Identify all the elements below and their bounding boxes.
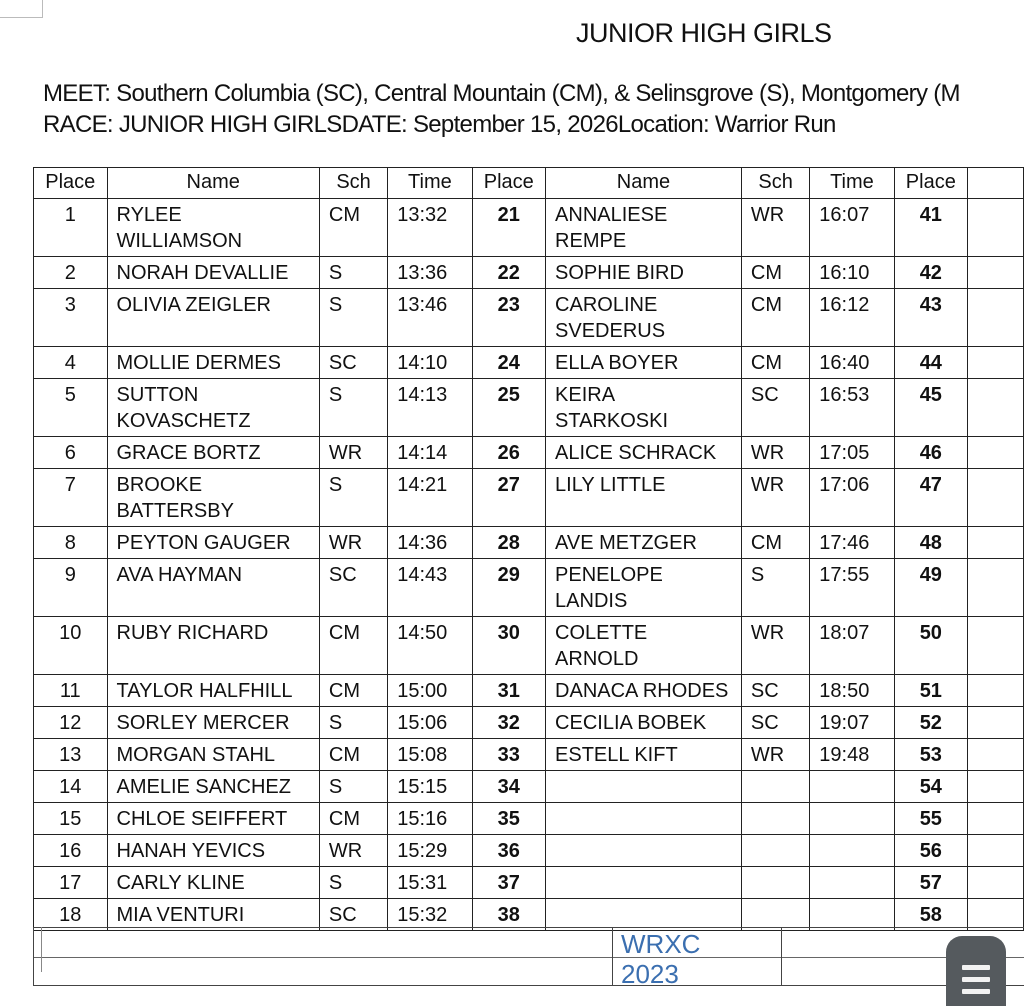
- name-cell: [107, 803, 319, 835]
- place-cell: 15: [34, 803, 108, 835]
- time-cell: 14:43: [388, 559, 472, 617]
- place-cell: 52: [894, 707, 968, 739]
- time-cell: 14:50: [388, 617, 472, 675]
- runner-name: TAYLOR HALFHILL: [116, 680, 293, 702]
- table-row: [34, 867, 1024, 899]
- place-cell: 56: [894, 835, 968, 867]
- time-cell: 15:16: [388, 803, 472, 835]
- runner-name: KEIRA STARKOSKI: [555, 384, 669, 432]
- empty-cell: [968, 835, 1024, 867]
- time-cell: 15:29: [388, 835, 472, 867]
- time-cell: 16:10: [810, 257, 894, 289]
- time-cell: 15:15: [388, 771, 472, 803]
- name-cell: [546, 469, 742, 527]
- school-cell: S: [319, 707, 387, 739]
- runner-name: CECILIA BOBEK: [555, 712, 707, 734]
- runner-name: GRACE BORTZ: [116, 442, 261, 464]
- school-cell: WR: [741, 199, 809, 257]
- time-cell: 19:48: [810, 739, 894, 771]
- table-row: [34, 559, 1024, 617]
- school-cell: CM: [319, 617, 387, 675]
- place-cell: 37: [472, 867, 546, 899]
- table-row: [34, 771, 1024, 803]
- place-cell: 12: [34, 707, 108, 739]
- footer-rule: [33, 927, 1024, 928]
- place-cell: 33: [472, 739, 546, 771]
- footer-table: [33, 927, 1024, 987]
- place-cell: 47: [894, 469, 968, 527]
- time-cell: 16:07: [810, 199, 894, 257]
- col-header-name: Name: [107, 168, 319, 199]
- place-cell: 17: [34, 867, 108, 899]
- col-header-empty: [968, 168, 1024, 199]
- place-cell: 3: [34, 289, 108, 347]
- runner-name: SUTTON KOVASCHETZ: [116, 384, 251, 432]
- empty-cell: [968, 899, 1024, 931]
- place-cell: 11: [34, 675, 108, 707]
- runner-name: NORAH DEVALLIE: [116, 262, 289, 284]
- place-cell: 9: [34, 559, 108, 617]
- name-cell: [107, 835, 319, 867]
- table-row: [34, 257, 1024, 289]
- name-cell: [546, 527, 742, 559]
- place-cell: 35: [472, 803, 546, 835]
- footer-rule: [612, 927, 613, 986]
- place-cell: 13: [34, 739, 108, 771]
- time-cell: 16:12: [810, 289, 894, 347]
- runner-name: RUBY RICHARD: [116, 622, 269, 644]
- school-cell: WR: [741, 437, 809, 469]
- school-cell: [741, 835, 809, 867]
- school-cell: SC: [741, 707, 809, 739]
- place-cell: 54: [894, 771, 968, 803]
- runner-name: BROOKE BATTERSBY: [116, 474, 234, 522]
- school-cell: WR: [319, 527, 387, 559]
- time-cell: 17:46: [810, 527, 894, 559]
- school-cell: S: [319, 771, 387, 803]
- school-cell: S: [319, 289, 387, 347]
- name-cell: [546, 803, 742, 835]
- table-row: [34, 675, 1024, 707]
- empty-cell: [968, 347, 1024, 379]
- school-cell: [741, 867, 809, 899]
- col-header-time: Time: [810, 168, 894, 199]
- empty-cell: [968, 675, 1024, 707]
- results-body: [34, 199, 1024, 931]
- place-cell: 38: [472, 899, 546, 931]
- footer-label-line2: 2023: [621, 959, 679, 987]
- footer-rule: [33, 957, 1024, 958]
- time-cell: [810, 867, 894, 899]
- page-title: JUNIOR HIGH GIRLS: [576, 18, 832, 48]
- time-cell: 14:21: [388, 469, 472, 527]
- place-cell: 4: [34, 347, 108, 379]
- place-cell: 34: [472, 771, 546, 803]
- empty-cell: [968, 617, 1024, 675]
- time-cell: 14:14: [388, 437, 472, 469]
- place-cell: 6: [34, 437, 108, 469]
- runner-name: SORLEY MERCER: [116, 712, 290, 734]
- place-cell: 5: [34, 379, 108, 437]
- time-cell: [810, 835, 894, 867]
- runner-name: RYLEE WILLIAMSON: [116, 204, 243, 252]
- runner-name: ELLA BOYER: [555, 352, 679, 374]
- school-cell: [741, 771, 809, 803]
- empty-cell: [968, 739, 1024, 771]
- name-cell: [107, 617, 319, 675]
- name-cell: [546, 347, 742, 379]
- col-header-school: Sch: [319, 168, 387, 199]
- place-cell: 21: [472, 199, 546, 257]
- place-cell: 1: [34, 199, 108, 257]
- place-cell: 43: [894, 289, 968, 347]
- empty-cell: [968, 867, 1024, 899]
- table-row: [34, 707, 1024, 739]
- place-cell: 30: [472, 617, 546, 675]
- name-cell: [107, 707, 319, 739]
- runner-name: HANAH YEVICS: [116, 840, 266, 862]
- place-cell: 49: [894, 559, 968, 617]
- school-cell: SC: [741, 379, 809, 437]
- place-cell: 7: [34, 469, 108, 527]
- school-cell: CM: [741, 257, 809, 289]
- school-cell: CM: [319, 199, 387, 257]
- footer-label-line1: WRXC: [621, 929, 701, 959]
- name-cell: [546, 867, 742, 899]
- place-cell: 22: [472, 257, 546, 289]
- name-cell: [107, 437, 319, 469]
- name-cell: [546, 675, 742, 707]
- runner-name: CAROLINE SVEDERUS: [555, 294, 666, 342]
- runner-name: COLETTE ARNOLD: [555, 622, 648, 670]
- table-row: [34, 899, 1024, 931]
- name-cell: [107, 771, 319, 803]
- time-cell: 15:00: [388, 675, 472, 707]
- time-cell: 17:06: [810, 469, 894, 527]
- name-cell: [546, 257, 742, 289]
- time-cell: 13:32: [388, 199, 472, 257]
- time-cell: 13:46: [388, 289, 472, 347]
- school-cell: S: [319, 469, 387, 527]
- table-row: [34, 617, 1024, 675]
- empty-cell: [968, 469, 1024, 527]
- race-line: RACE: JUNIOR HIGH GIRLSDATE: September 15, 2026Location: Warrior Run: [43, 111, 836, 138]
- runner-name: MIA VENTURI: [116, 904, 245, 926]
- place-cell: 57: [894, 867, 968, 899]
- table-row: [34, 199, 1024, 257]
- school-cell: CM: [319, 739, 387, 771]
- results-table: [33, 167, 1024, 931]
- empty-cell: [968, 437, 1024, 469]
- time-cell: 18:50: [810, 675, 894, 707]
- time-cell: 13:36: [388, 257, 472, 289]
- place-cell: 26: [472, 437, 546, 469]
- school-cell: CM: [741, 347, 809, 379]
- meet-line: MEET: Southern Columbia (SC), Central Mountain (CM), & Selinsgrove (S), Montgomery (M: [43, 80, 960, 107]
- time-cell: 17:55: [810, 559, 894, 617]
- place-cell: 2: [34, 257, 108, 289]
- header-row: [34, 168, 1024, 199]
- school-cell: [741, 899, 809, 931]
- empty-cell: [968, 559, 1024, 617]
- empty-cell: [968, 379, 1024, 437]
- table-row: [34, 379, 1024, 437]
- col-header-name: Name: [546, 168, 742, 199]
- col-header-place: Place: [34, 168, 108, 199]
- empty-cell: [968, 289, 1024, 347]
- col-header-school: Sch: [741, 168, 809, 199]
- time-cell: [810, 803, 894, 835]
- school-cell: WR: [741, 617, 809, 675]
- name-cell: [546, 617, 742, 675]
- name-cell: [107, 899, 319, 931]
- time-cell: 16:53: [810, 379, 894, 437]
- menu-button[interactable]: [946, 936, 1006, 1006]
- place-cell: 27: [472, 469, 546, 527]
- footer-rule: [781, 927, 782, 986]
- school-cell: SC: [319, 347, 387, 379]
- empty-cell: [968, 257, 1024, 289]
- runner-name: OLIVIA ZEIGLER: [116, 294, 272, 316]
- empty-cell: [968, 771, 1024, 803]
- name-cell: [546, 199, 742, 257]
- name-cell: [107, 257, 319, 289]
- place-cell: 48: [894, 527, 968, 559]
- name-cell: [107, 527, 319, 559]
- time-cell: 14:10: [388, 347, 472, 379]
- place-cell: 24: [472, 347, 546, 379]
- table-row: [34, 437, 1024, 469]
- runner-name: MORGAN STAHL: [116, 744, 276, 766]
- runner-name: PENELOPE LANDIS: [555, 564, 663, 612]
- footer-rule: [41, 927, 42, 972]
- school-cell: [741, 803, 809, 835]
- name-cell: [107, 347, 319, 379]
- name-cell: [546, 707, 742, 739]
- runner-name: MOLLIE DERMES: [116, 352, 281, 374]
- place-cell: 41: [894, 199, 968, 257]
- place-cell: 29: [472, 559, 546, 617]
- name-cell: [546, 379, 742, 437]
- place-cell: 31: [472, 675, 546, 707]
- place-cell: 8: [34, 527, 108, 559]
- school-cell: S: [319, 379, 387, 437]
- place-cell: 36: [472, 835, 546, 867]
- time-cell: 15:31: [388, 867, 472, 899]
- school-cell: WR: [319, 437, 387, 469]
- place-cell: 18: [34, 899, 108, 931]
- table-row: [34, 469, 1024, 527]
- table-row: [34, 835, 1024, 867]
- col-header-place: Place: [472, 168, 546, 199]
- name-cell: [107, 867, 319, 899]
- school-cell: S: [741, 559, 809, 617]
- runner-name: SOPHIE BIRD: [555, 262, 684, 284]
- place-cell: 45: [894, 379, 968, 437]
- name-cell: [107, 559, 319, 617]
- place-cell: 51: [894, 675, 968, 707]
- name-cell: [546, 771, 742, 803]
- runner-name: AVE METZGER: [555, 532, 697, 554]
- place-cell: 10: [34, 617, 108, 675]
- time-cell: 16:40: [810, 347, 894, 379]
- name-cell: [546, 835, 742, 867]
- time-cell: 18:07: [810, 617, 894, 675]
- name-cell: [546, 289, 742, 347]
- page-corner-mark: [0, 0, 43, 18]
- place-cell: 50: [894, 617, 968, 675]
- school-cell: SC: [319, 899, 387, 931]
- place-cell: 14: [34, 771, 108, 803]
- runner-name: LILY LITTLE: [555, 474, 666, 496]
- place-cell: 53: [894, 739, 968, 771]
- time-cell: 15:06: [388, 707, 472, 739]
- school-cell: S: [319, 867, 387, 899]
- school-cell: CM: [741, 527, 809, 559]
- place-cell: 55: [894, 803, 968, 835]
- name-cell: [546, 899, 742, 931]
- name-cell: [546, 437, 742, 469]
- runner-name: ANNALIESE REMPE: [555, 204, 668, 252]
- name-cell: [107, 469, 319, 527]
- name-cell: [546, 739, 742, 771]
- school-cell: WR: [319, 835, 387, 867]
- time-cell: 14:36: [388, 527, 472, 559]
- runner-name: CHLOE SEIFFERT: [116, 808, 288, 830]
- col-header-place: Place: [894, 168, 968, 199]
- place-cell: 23: [472, 289, 546, 347]
- name-cell: [546, 559, 742, 617]
- school-cell: CM: [319, 803, 387, 835]
- time-cell: 19:07: [810, 707, 894, 739]
- time-cell: 15:08: [388, 739, 472, 771]
- name-cell: [107, 379, 319, 437]
- place-cell: 46: [894, 437, 968, 469]
- school-cell: SC: [319, 559, 387, 617]
- footer-label: [621, 929, 701, 987]
- footer-label-line2-wrap: [621, 959, 679, 987]
- school-cell: WR: [741, 469, 809, 527]
- place-cell: 32: [472, 707, 546, 739]
- time-cell: 17:05: [810, 437, 894, 469]
- runner-name: DANACA RHODES: [555, 680, 729, 702]
- name-cell: [107, 289, 319, 347]
- place-cell: 44: [894, 347, 968, 379]
- footer-rule: [33, 927, 34, 986]
- runner-name: ALICE SCHRACK: [555, 442, 717, 464]
- runner-name: AMELIE SANCHEZ: [116, 776, 291, 798]
- table-row: [34, 527, 1024, 559]
- time-cell: 14:13: [388, 379, 472, 437]
- runner-name: AVA HAYMAN: [116, 564, 243, 586]
- school-cell: CM: [741, 289, 809, 347]
- name-cell: [107, 199, 319, 257]
- table-row: [34, 803, 1024, 835]
- school-cell: CM: [319, 675, 387, 707]
- empty-cell: [968, 803, 1024, 835]
- table-row: [34, 739, 1024, 771]
- name-cell: [107, 675, 319, 707]
- place-cell: 58: [894, 899, 968, 931]
- school-cell: S: [319, 257, 387, 289]
- footer-rule: [33, 985, 1024, 986]
- runner-name: ESTELL KIFT: [555, 744, 678, 766]
- empty-cell: [968, 199, 1024, 257]
- time-cell: 15:32: [388, 899, 472, 931]
- runner-name: PEYTON GAUGER: [116, 532, 291, 554]
- place-cell: 28: [472, 527, 546, 559]
- place-cell: 25: [472, 379, 546, 437]
- place-cell: 16: [34, 835, 108, 867]
- place-cell: 42: [894, 257, 968, 289]
- name-cell: [107, 739, 319, 771]
- time-cell: [810, 771, 894, 803]
- school-cell: SC: [741, 675, 809, 707]
- table-row: [34, 289, 1024, 347]
- time-cell: [810, 899, 894, 931]
- col-header-time: Time: [388, 168, 472, 199]
- school-cell: WR: [741, 739, 809, 771]
- table-row: [34, 347, 1024, 379]
- runner-name: CARLY KLINE: [116, 872, 245, 894]
- empty-cell: [968, 527, 1024, 559]
- empty-cell: [968, 707, 1024, 739]
